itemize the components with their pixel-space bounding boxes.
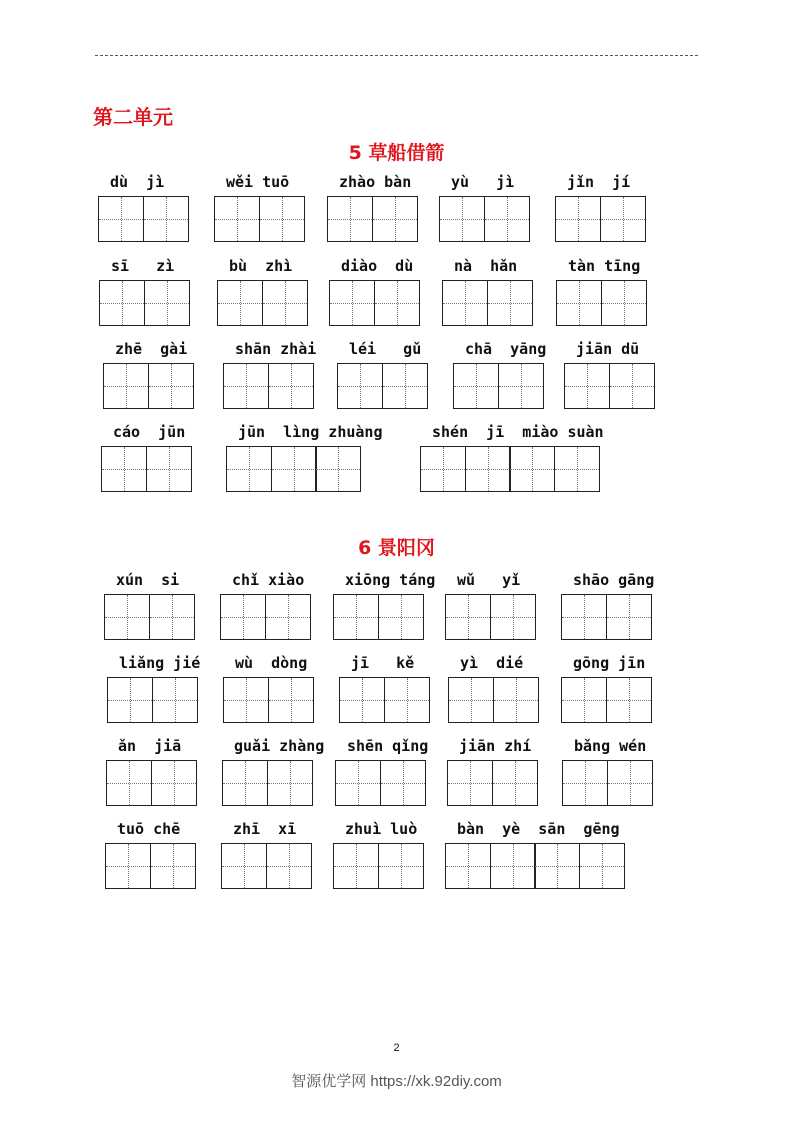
character-box[interactable] (103, 363, 149, 409)
character-box[interactable] (378, 594, 424, 640)
pinyin-label: wěi tuō (226, 173, 290, 191)
writing-grid (217, 280, 308, 326)
character-box[interactable] (337, 363, 383, 409)
character-box[interactable] (104, 594, 150, 640)
pinyin-label: shān zhài (235, 340, 317, 358)
writing-grid (448, 677, 539, 723)
character-box[interactable] (327, 196, 373, 242)
character-box[interactable] (561, 594, 607, 640)
pinyin-label: zhuì luò (345, 820, 418, 838)
character-box[interactable] (465, 446, 511, 492)
character-box[interactable] (259, 196, 305, 242)
character-box[interactable] (265, 594, 311, 640)
character-box[interactable] (561, 677, 607, 723)
character-box[interactable] (149, 594, 195, 640)
pinyin-label: tuō chē (117, 820, 181, 838)
character-box[interactable] (107, 677, 153, 723)
writing-grid (564, 363, 655, 409)
character-box[interactable] (267, 760, 313, 806)
character-box[interactable] (382, 363, 428, 409)
character-box[interactable] (607, 760, 653, 806)
pinyin-label: chǐ xiào (232, 571, 305, 589)
character-box[interactable] (493, 677, 539, 723)
pinyin-label: jiān dū (576, 340, 640, 358)
writing-grid (556, 280, 647, 326)
writing-grid (555, 196, 646, 242)
character-box[interactable] (490, 594, 536, 640)
character-box[interactable] (374, 280, 420, 326)
writing-grid (221, 843, 312, 889)
writing-grid (439, 196, 530, 242)
pinyin-label: tàn tīng (568, 257, 641, 275)
pinyin-label: jiān zhí (459, 737, 532, 755)
character-box[interactable] (223, 677, 269, 723)
pinyin-label: cáo jūn (113, 423, 186, 441)
writing-grid (447, 760, 538, 806)
character-box[interactable] (333, 843, 379, 889)
character-box[interactable] (315, 446, 361, 492)
character-box[interactable] (442, 280, 488, 326)
character-box[interactable] (564, 363, 610, 409)
character-box[interactable] (222, 760, 268, 806)
pinyin-label: liǎng jié (119, 654, 201, 672)
writing-grid (105, 843, 196, 889)
writing-grid (329, 280, 420, 326)
unit-title: 第二单元 (93, 105, 173, 129)
writing-grid (562, 760, 653, 806)
character-box[interactable] (554, 446, 600, 492)
character-box[interactable] (384, 677, 430, 723)
writing-grid (327, 196, 418, 242)
pinyin-label: gōng jīn (573, 654, 646, 672)
character-box[interactable] (484, 196, 530, 242)
character-box[interactable] (447, 760, 493, 806)
character-box[interactable] (220, 594, 266, 640)
character-box[interactable] (555, 196, 601, 242)
pinyin-label: zhē gài (115, 340, 188, 358)
character-box[interactable] (335, 760, 381, 806)
character-box[interactable] (268, 363, 314, 409)
lesson-6-title: 6 景阳冈 (358, 537, 435, 559)
character-box[interactable] (339, 677, 385, 723)
character-box[interactable] (221, 843, 267, 889)
writing-grid (445, 843, 625, 889)
character-box[interactable] (214, 196, 260, 242)
pinyin-label: jūn lìng zhuàng (238, 423, 383, 441)
pinyin-label: shén jī miào suàn (432, 423, 604, 441)
pinyin-label: sī zì (111, 257, 175, 275)
character-box[interactable] (217, 280, 263, 326)
writing-grid (222, 760, 313, 806)
character-box[interactable] (492, 760, 538, 806)
pinyin-label: wǔ yǐ (457, 571, 521, 589)
writing-grid (339, 677, 430, 723)
pinyin-label: guǎi zhàng (234, 737, 325, 755)
pinyin-label: yì dié (460, 654, 524, 672)
pinyin-label: bù zhì (229, 257, 293, 275)
character-box[interactable] (600, 196, 646, 242)
character-box[interactable] (439, 196, 485, 242)
character-box[interactable] (105, 843, 151, 889)
character-box[interactable] (329, 280, 375, 326)
character-box[interactable] (448, 677, 494, 723)
writing-grid (337, 363, 428, 409)
pinyin-label: yù jì (451, 173, 515, 191)
character-box[interactable] (601, 280, 647, 326)
character-box[interactable] (498, 363, 544, 409)
character-box[interactable] (534, 843, 580, 889)
pinyin-label: dù jì (110, 173, 165, 191)
pinyin-label: jǐn jí (567, 173, 631, 191)
writing-grid (103, 363, 194, 409)
writing-grid (106, 760, 197, 806)
writing-grid (333, 594, 424, 640)
character-box[interactable] (99, 280, 145, 326)
writing-grid (442, 280, 533, 326)
writing-grid (445, 594, 536, 640)
page-number: 2 (393, 1042, 400, 1054)
character-box[interactable] (372, 196, 418, 242)
lesson-5-title: 5 草船借箭 (348, 142, 445, 164)
character-box[interactable] (143, 196, 189, 242)
pinyin-label: bàn yè sān gēng (457, 820, 620, 838)
pinyin-label: léi gǔ (349, 340, 422, 358)
character-box[interactable] (487, 280, 533, 326)
writing-grid (420, 446, 600, 492)
pinyin-label: jī kě (351, 654, 415, 672)
character-box[interactable] (226, 446, 272, 492)
character-box[interactable] (271, 446, 317, 492)
character-box[interactable] (148, 363, 194, 409)
character-box[interactable] (606, 677, 652, 723)
writing-grid (223, 363, 314, 409)
character-box[interactable] (445, 843, 491, 889)
character-box[interactable] (106, 760, 152, 806)
pinyin-label: ǎn jiā (118, 737, 182, 755)
character-box[interactable] (490, 843, 536, 889)
pinyin-label: xún si (116, 571, 180, 589)
character-box[interactable] (609, 363, 655, 409)
writing-grid (220, 594, 311, 640)
writing-grid (214, 196, 305, 242)
character-box[interactable] (262, 280, 308, 326)
writing-grid (561, 594, 652, 640)
character-box[interactable] (453, 363, 499, 409)
character-box[interactable] (380, 760, 426, 806)
character-box[interactable] (151, 760, 197, 806)
character-box[interactable] (606, 594, 652, 640)
writing-grid (104, 594, 195, 640)
pinyin-label: nà hǎn (454, 257, 518, 275)
writing-grid (335, 760, 426, 806)
character-box[interactable] (150, 843, 196, 889)
character-box[interactable] (101, 446, 147, 492)
writing-grid (101, 446, 192, 492)
character-box[interactable] (152, 677, 198, 723)
writing-grid (333, 843, 424, 889)
pinyin-label: shēn qǐng (347, 737, 429, 755)
character-box[interactable] (333, 594, 379, 640)
character-box[interactable] (146, 446, 192, 492)
pinyin-label: wù dòng (235, 654, 308, 672)
pinyin-label: bǎng wén (574, 737, 647, 755)
pinyin-label: zhī xī (233, 820, 297, 838)
top-dashed-rule (95, 55, 698, 56)
character-box[interactable] (223, 363, 269, 409)
character-box[interactable] (378, 843, 424, 889)
character-box[interactable] (266, 843, 312, 889)
pinyin-label: diào dù (341, 257, 414, 275)
writing-grid (561, 677, 652, 723)
character-box[interactable] (556, 280, 602, 326)
writing-grid (453, 363, 544, 409)
character-box[interactable] (420, 446, 466, 492)
character-box[interactable] (562, 760, 608, 806)
character-box[interactable] (445, 594, 491, 640)
writing-grid (99, 280, 190, 326)
character-box[interactable] (144, 280, 190, 326)
pinyin-label: xiōng táng (345, 571, 436, 589)
character-box[interactable] (98, 196, 144, 242)
writing-grid (107, 677, 198, 723)
character-box[interactable] (268, 677, 314, 723)
writing-grid (226, 446, 361, 492)
footer-watermark: 智源优学网 https://xk.92diy.com (291, 1073, 502, 1090)
character-box[interactable] (579, 843, 625, 889)
pinyin-label: shāo gāng (573, 571, 655, 589)
writing-grid (223, 677, 314, 723)
pinyin-label: chā yāng (465, 340, 547, 358)
writing-grid (98, 196, 189, 242)
character-box[interactable] (509, 446, 555, 492)
pinyin-label: zhào bàn (339, 173, 412, 191)
